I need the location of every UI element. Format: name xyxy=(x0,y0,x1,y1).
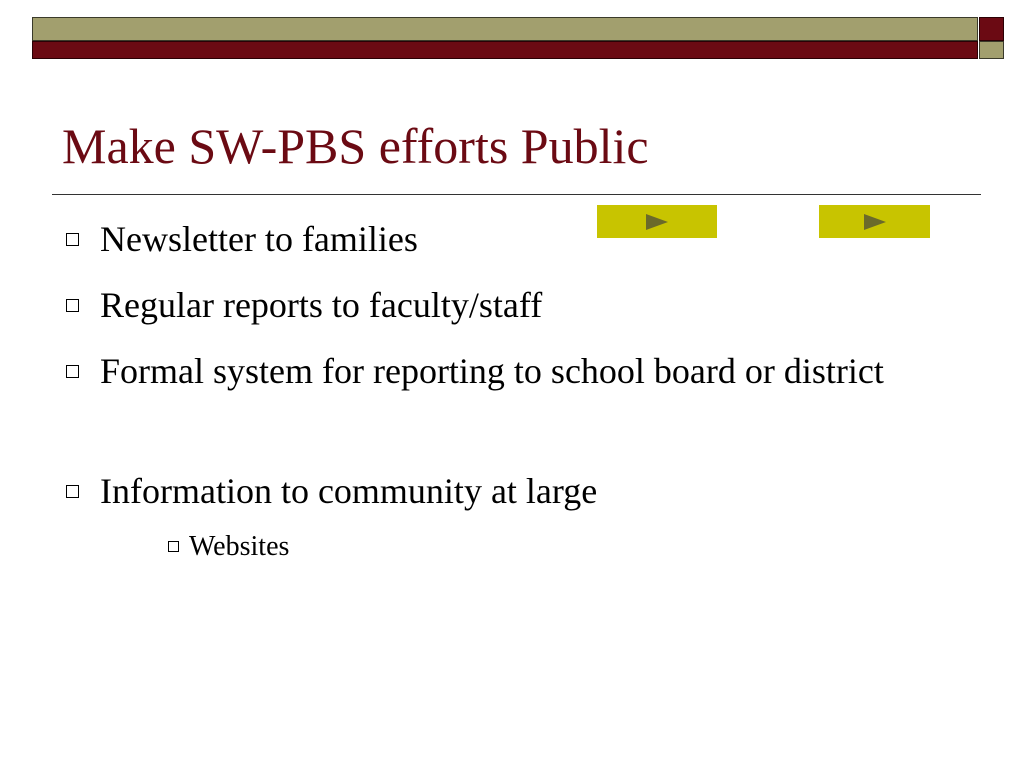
header-square-maroon xyxy=(979,17,1004,41)
bullet-text: Information to community at large xyxy=(100,471,598,511)
bullet-item xyxy=(66,344,980,398)
bullet-item xyxy=(66,278,980,332)
bullet-text: Newsletter to families xyxy=(100,219,418,259)
hollow-square-bullet-icon xyxy=(66,485,79,498)
slide-title: Make SW-PBS efforts Public xyxy=(62,118,649,174)
hollow-square-bullet-icon xyxy=(168,541,179,552)
header-square-olive xyxy=(979,41,1004,59)
sub-bullet-text: Websites xyxy=(189,531,290,562)
play-icon xyxy=(864,214,886,230)
bullet-item xyxy=(66,464,980,518)
hollow-square-bullet-icon xyxy=(66,365,79,378)
header-bar-olive xyxy=(32,17,978,41)
bullet-text: Regular reports to faculty/staff xyxy=(100,285,543,325)
play-button[interactable] xyxy=(597,205,717,238)
play-icon xyxy=(646,214,668,230)
title-divider xyxy=(52,194,981,195)
hollow-square-bullet-icon xyxy=(66,233,79,246)
bullet-text: Formal system for reporting to school board or district xyxy=(100,351,884,391)
sub-bullet-item xyxy=(168,530,289,564)
header-bar-maroon xyxy=(32,41,978,59)
play-button[interactable] xyxy=(819,205,930,238)
hollow-square-bullet-icon xyxy=(66,299,79,312)
